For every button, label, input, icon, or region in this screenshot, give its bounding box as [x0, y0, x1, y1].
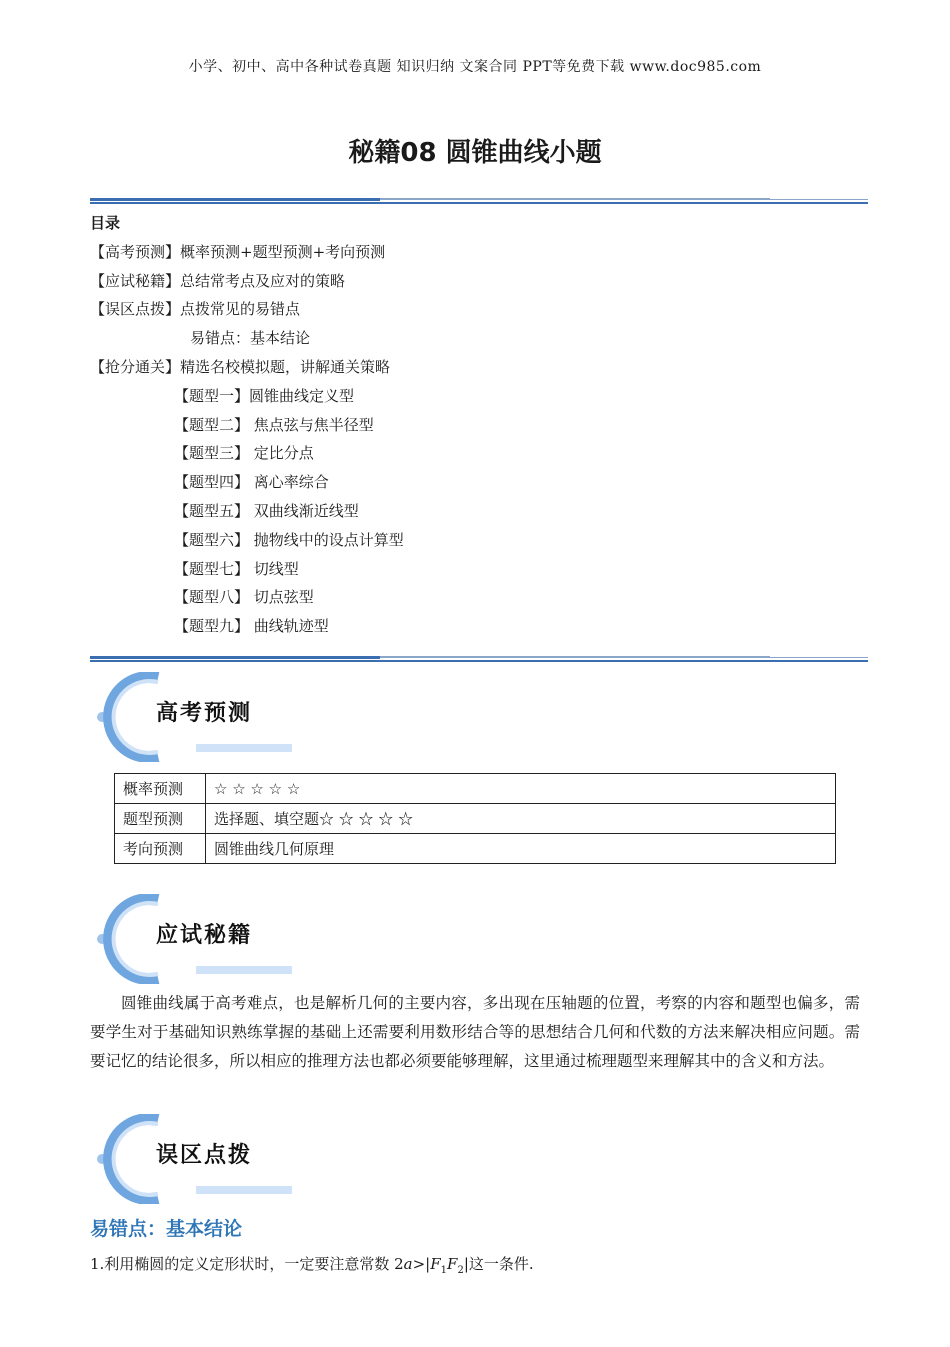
toc-bottom-divider	[90, 657, 868, 663]
toc-type-item[interactable]: 【题型八】 切点弦型	[174, 588, 314, 607]
prediction-table	[114, 773, 836, 864]
section-badge-errors	[96, 1114, 296, 1204]
page-title: 秘籍08 圆锥曲线小题	[348, 138, 602, 168]
top-divider	[90, 199, 868, 205]
item-var: F	[447, 1255, 458, 1273]
item-sub: 2	[457, 1265, 464, 1276]
toc-type-item[interactable]: 【题型二】 焦点弦与焦半径型	[174, 415, 374, 434]
item-var: F	[430, 1255, 441, 1273]
toc-item[interactable]: 【抢分通关】精选名校模拟题，讲解通关策略	[90, 357, 391, 376]
section-title: 高考预测	[156, 701, 253, 726]
table-key: 概率预测	[115, 774, 206, 804]
section-title: 应试秘籍	[156, 923, 253, 948]
item-text: >|	[412, 1255, 431, 1273]
toc-type-item[interactable]: 【题型七】 切线型	[174, 559, 299, 578]
table-row	[115, 804, 836, 834]
toc-subitem[interactable]: 易错点：基本结论	[190, 329, 311, 348]
toc-item[interactable]: 【应试秘籍】总结常考点及应对的策略	[90, 271, 346, 290]
error-item-1	[90, 1253, 534, 1276]
table-value: 选择题、填空题☆ ☆ ☆ ☆ ☆	[206, 804, 836, 834]
toc-item[interactable]: 【高考预测】概率预测+题型预测+考向预测	[90, 242, 386, 261]
item-var: a	[403, 1255, 413, 1273]
item-sub: 1	[440, 1265, 448, 1276]
toc-type-item[interactable]: 【题型九】 曲线轨迹型	[174, 617, 329, 636]
section-title: 误区点拨	[156, 1143, 253, 1168]
toc-type-item[interactable]: 【题型一】圆锥曲线定义型	[174, 386, 355, 405]
table-of-contents	[90, 209, 404, 641]
table-key: 题型预测	[115, 804, 206, 834]
table-value: 圆锥曲线几何原理	[206, 834, 836, 864]
page-header: 小学、初中、高中各种试卷真题 知识归纳 文案合同 PPT等免费下载 www.doc985.com	[188, 59, 762, 75]
table-key: 考向预测	[115, 834, 206, 864]
table-row	[115, 834, 836, 864]
item-text: |这一条件.	[463, 1255, 534, 1273]
toc-type-item[interactable]: 【题型三】 定比分点	[174, 444, 314, 463]
table-value: ☆ ☆ ☆ ☆ ☆	[206, 774, 836, 804]
strategy-paragraph: 圆锥曲线属于高考难点，也是解析几何的主要内容，多出现在压轴题的位置，考察的内容和题型也偏多，需要学生对于基础知识熟练掌握的基础上还需要利用数形结合等的思想结合几何和代数的方法来解决相应问题。需要记忆的结论很多，所以相应的推理方法也都必须要能够理解，这里通过梳理题型来理解其中的含义和方法。	[90, 994, 860, 1070]
toc-type-item[interactable]: 【题型四】 离心率综合	[174, 473, 329, 492]
toc-type-item[interactable]: 【题型六】 抛物线中的设点计算型	[174, 530, 404, 549]
section-badge-prediction	[96, 672, 296, 762]
toc-heading: 目录	[90, 214, 121, 232]
toc-item[interactable]: 【误区点拨】点拨常见的易错点	[90, 300, 301, 319]
item-text: 1.利用椭圆的定义定形状时，一定要注意常数 2	[90, 1255, 404, 1273]
section-badge-strategy	[96, 894, 296, 984]
table-row	[115, 774, 836, 804]
toc-type-item[interactable]: 【题型五】 双曲线渐近线型	[174, 501, 359, 520]
error-point-title: 易错点：基本结论	[90, 1218, 243, 1240]
